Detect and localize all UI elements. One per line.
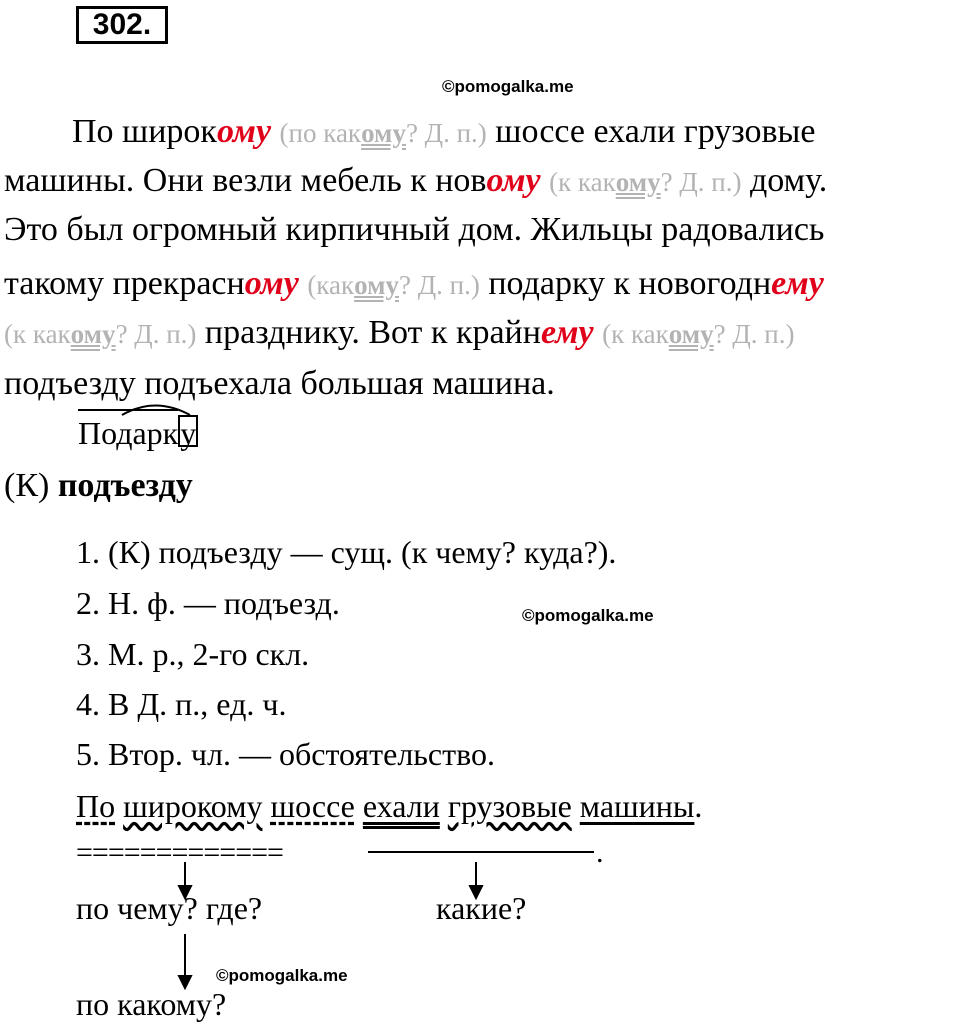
question-3: по какому?	[76, 986, 227, 1022]
scheme-predicate-line: =============	[76, 836, 283, 869]
scheme-dot: .	[596, 836, 604, 869]
watermark: ©pomogalka.me	[442, 77, 574, 96]
text-fragment: По широк	[72, 113, 217, 150]
parse-item: 1. (К) подъезду — сущ. (к чему? куда?).	[76, 534, 617, 570]
parse-item: 4. В Д. п., ед. ч.	[76, 686, 287, 722]
parse-item: 3. М. р., 2-го скл.	[76, 636, 310, 672]
watermark: ©pomogalka.me	[216, 966, 348, 985]
ending-highlight: ему	[540, 314, 594, 351]
case-hint: (какому? Д. п.)	[307, 270, 480, 300]
word-attribute: широкому	[123, 788, 263, 824]
case-hint: (к какому? Д. п.)	[602, 319, 795, 349]
case-hint: (к какому? Д. п.)	[4, 319, 197, 349]
text-fragment: такому прекрасн	[4, 265, 245, 302]
word-adverbial: шоссе	[270, 788, 355, 824]
word-stem: Подарк	[78, 409, 178, 451]
case-hint: (к какому? Д. п.)	[549, 167, 742, 197]
word-attribute: грузовые	[447, 788, 572, 824]
sentence-parse: По широкому шоссе ехали грузовые машины.	[76, 788, 703, 824]
word-preposition: По	[76, 788, 116, 824]
word-ending: у	[180, 415, 197, 451]
text-fragment: шоссе ехали грузовые	[495, 113, 816, 150]
word-predicate: ехали	[362, 788, 440, 824]
ending-highlight: ему	[771, 265, 824, 302]
task-number: 302.	[76, 6, 168, 44]
word-subject: машины	[579, 788, 695, 824]
parse-title: (К) подъезду	[4, 467, 193, 504]
ending-highlight: ому	[486, 162, 541, 199]
text-fragment: машины. Они везли мебель к нов	[4, 162, 487, 199]
question-2: какие?	[436, 890, 527, 926]
text-fragment: празднику. Вот к крайн	[204, 314, 541, 351]
text-line-3: Это был огромный кирпичный дом. Жильцы радовались	[4, 211, 825, 248]
parse-item: 5. Втор. чл. — обстоятельство.	[76, 736, 495, 772]
question-1: по чему? где?	[76, 890, 263, 926]
text-fragment: дому.	[749, 162, 828, 199]
ending-highlight: ому	[216, 113, 272, 150]
text-fragment: подарку к новогодн	[488, 265, 772, 302]
ending-highlight: ому	[244, 265, 299, 302]
parse-item: 2. Н. ф. — подъезд.	[76, 585, 340, 621]
case-hint: (по какому? Д. п.)	[279, 118, 487, 148]
text-line-6: подъезду подъехала большая машина.	[4, 365, 555, 402]
watermark: ©pomogalka.me	[522, 606, 654, 625]
